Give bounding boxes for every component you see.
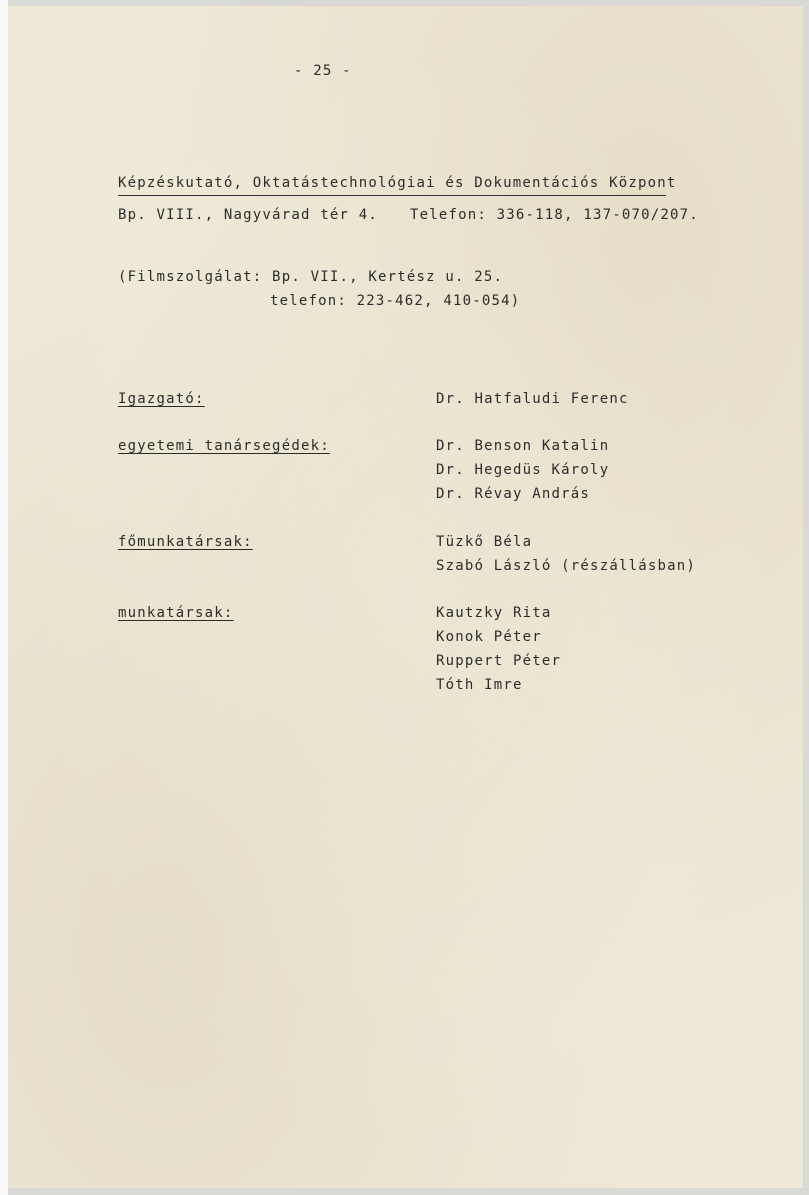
film-service-line-1: (Filmszolgálat: Bp. VII., Kertész u. 25. [118,269,504,285]
staff-name-2: Konok Péter [436,629,542,645]
staff-name-3: Ruppert Péter [436,653,562,669]
institution-underline [118,195,666,196]
staff-label: munkatársak: [118,605,234,621]
staff-name-4: Tóth Imre [436,677,523,693]
film-service-line-2: telefon: 223-462, 410-054) [270,293,521,309]
assistant-name-1: Dr. Benson Katalin [436,438,610,454]
institution-phone: Telefon: 336-118, 137-070/207. [410,207,699,223]
director-name: Dr. Hatfaludi Ferenc [436,391,629,407]
senior-staff-name-1: Tüzkő Béla [436,534,533,550]
staff-name-1: Kautzky Rita [436,605,552,621]
institution-address: Bp. VIII., Nagyvárad tér 4. [118,207,378,223]
assistant-name-3: Dr. Révay András [436,486,591,502]
assistants-label: egyetemi tanársegédek: [118,438,330,454]
document-page [8,6,803,1188]
scan-left-edge [0,0,8,1195]
institution-name: Képzéskutató, Oktatástechnológiai és Dokumentációs Központ [118,175,677,191]
senior-staff-label: főmunkatársak: [118,534,253,550]
assistant-name-2: Dr. Hegedüs Károly [436,462,610,478]
page-number: - 25 - [294,63,352,79]
senior-staff-name-2: Szabó László (részállásban) [436,558,696,574]
director-label: Igazgató: [118,391,205,407]
